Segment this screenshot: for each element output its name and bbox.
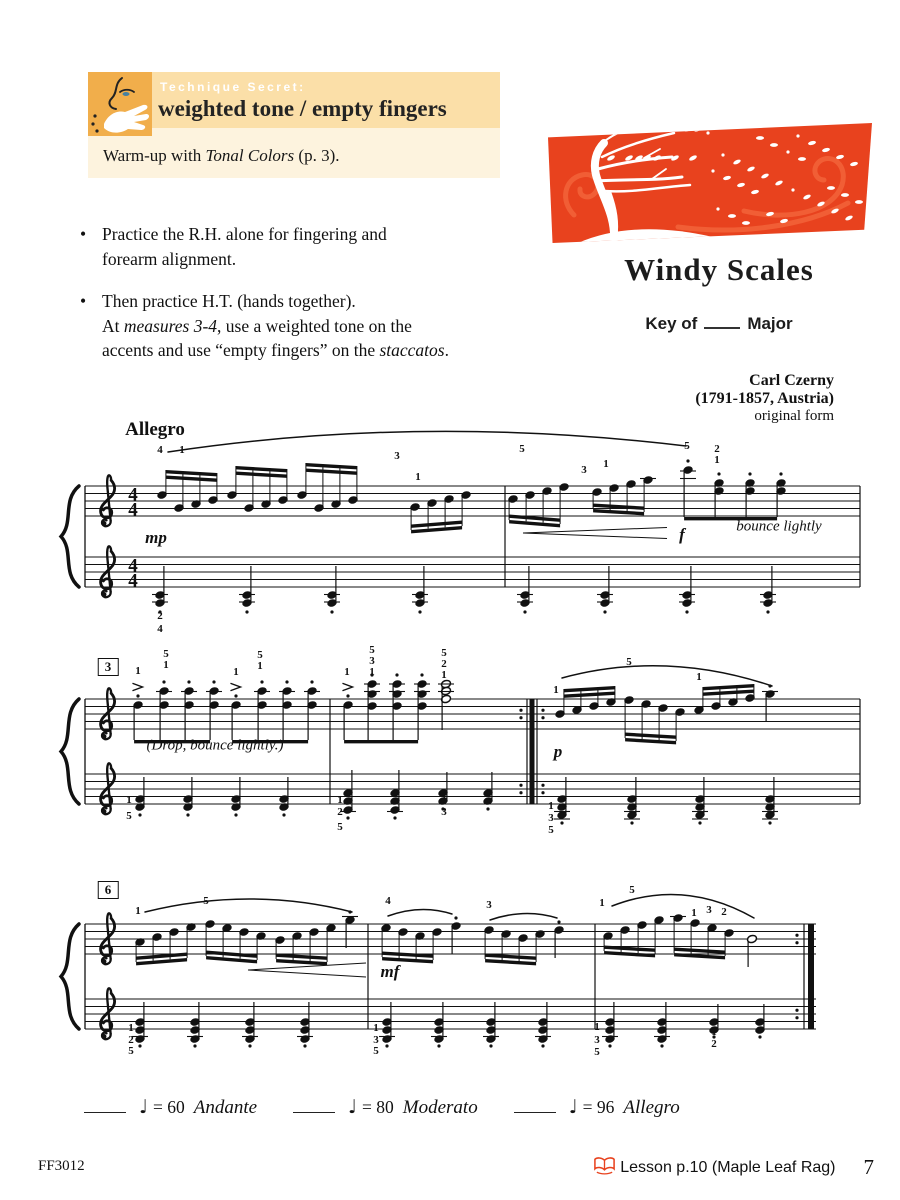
bullet-dot: •: [80, 224, 87, 244]
warmup-prefix: Warm-up with: [103, 146, 206, 165]
key-suffix: Major: [747, 314, 793, 333]
score-annotations: Allegro 4 1 3 1 mp 5 3 1 5 2 1 f bounce lightly 2 4 3 1 5 1 1 5 1 1 5 3 1 5 2 1 (Drop, bounce lightly.) p 1 5 1 1 5 1 2 5 1 3 1 3 5 6 1 5 4 3 mf 1 5 1 3 2 1 2 5 1 3 5 1 3 5 1 2: [0, 0, 900, 1200]
piece-title: Windy Scales: [624, 252, 814, 287]
key-prefix: Key of: [645, 314, 698, 333]
warmup-suffix: (p. 3).: [294, 146, 340, 165]
composer-name: Carl Czerny: [749, 372, 834, 389]
technique-kicker: Technique Secret:: [160, 80, 306, 94]
bullet-text: Then practice H.T. (hands together). At measures 3-4, use a weighted tone on the accents and use “empty fingers” on the staccatos.: [102, 290, 449, 361]
tempo-practice-row: [84, 1096, 680, 1119]
tempo-option: ♩ = 60 Andante: [84, 1096, 257, 1119]
tempo-blank: [84, 1099, 126, 1113]
svg-text:4: 4: [128, 499, 138, 521]
quarter-note-icon: ♩: [568, 1096, 578, 1118]
lesson-text: Lesson p.10 (Maple Leaf Rag): [620, 1158, 836, 1176]
technique-title: weighted tone / empty fingers: [158, 96, 447, 121]
catalog-number: FF3012: [38, 1158, 85, 1174]
composer-note: original form: [754, 407, 834, 424]
tempo-blank: [514, 1099, 556, 1113]
tempo-option: ♩ = 80 Moderato: [293, 1096, 478, 1119]
warmup-piece-name: Tonal Colors: [205, 146, 295, 165]
page-number: 7: [863, 1155, 874, 1179]
tempo-option: ♩ = 96 Allegro: [514, 1096, 680, 1119]
composer-dates: (1791-1857, Austria): [695, 389, 834, 407]
svg-text:4: 4: [128, 484, 138, 506]
tempo-blank: [293, 1099, 335, 1113]
quarter-note-icon: ♩: [139, 1096, 148, 1118]
bullet-text: Practice the R.H. alone for fingering and forearm alignment.: [102, 224, 387, 269]
svg-text:4: 4: [128, 570, 138, 592]
lesson-reference: [593, 1155, 874, 1180]
quarter-note-icon: ♩: [348, 1096, 358, 1118]
book-icon: [593, 1156, 616, 1180]
bullet-dot: •: [80, 290, 87, 311]
svg-text:4: 4: [128, 555, 138, 577]
